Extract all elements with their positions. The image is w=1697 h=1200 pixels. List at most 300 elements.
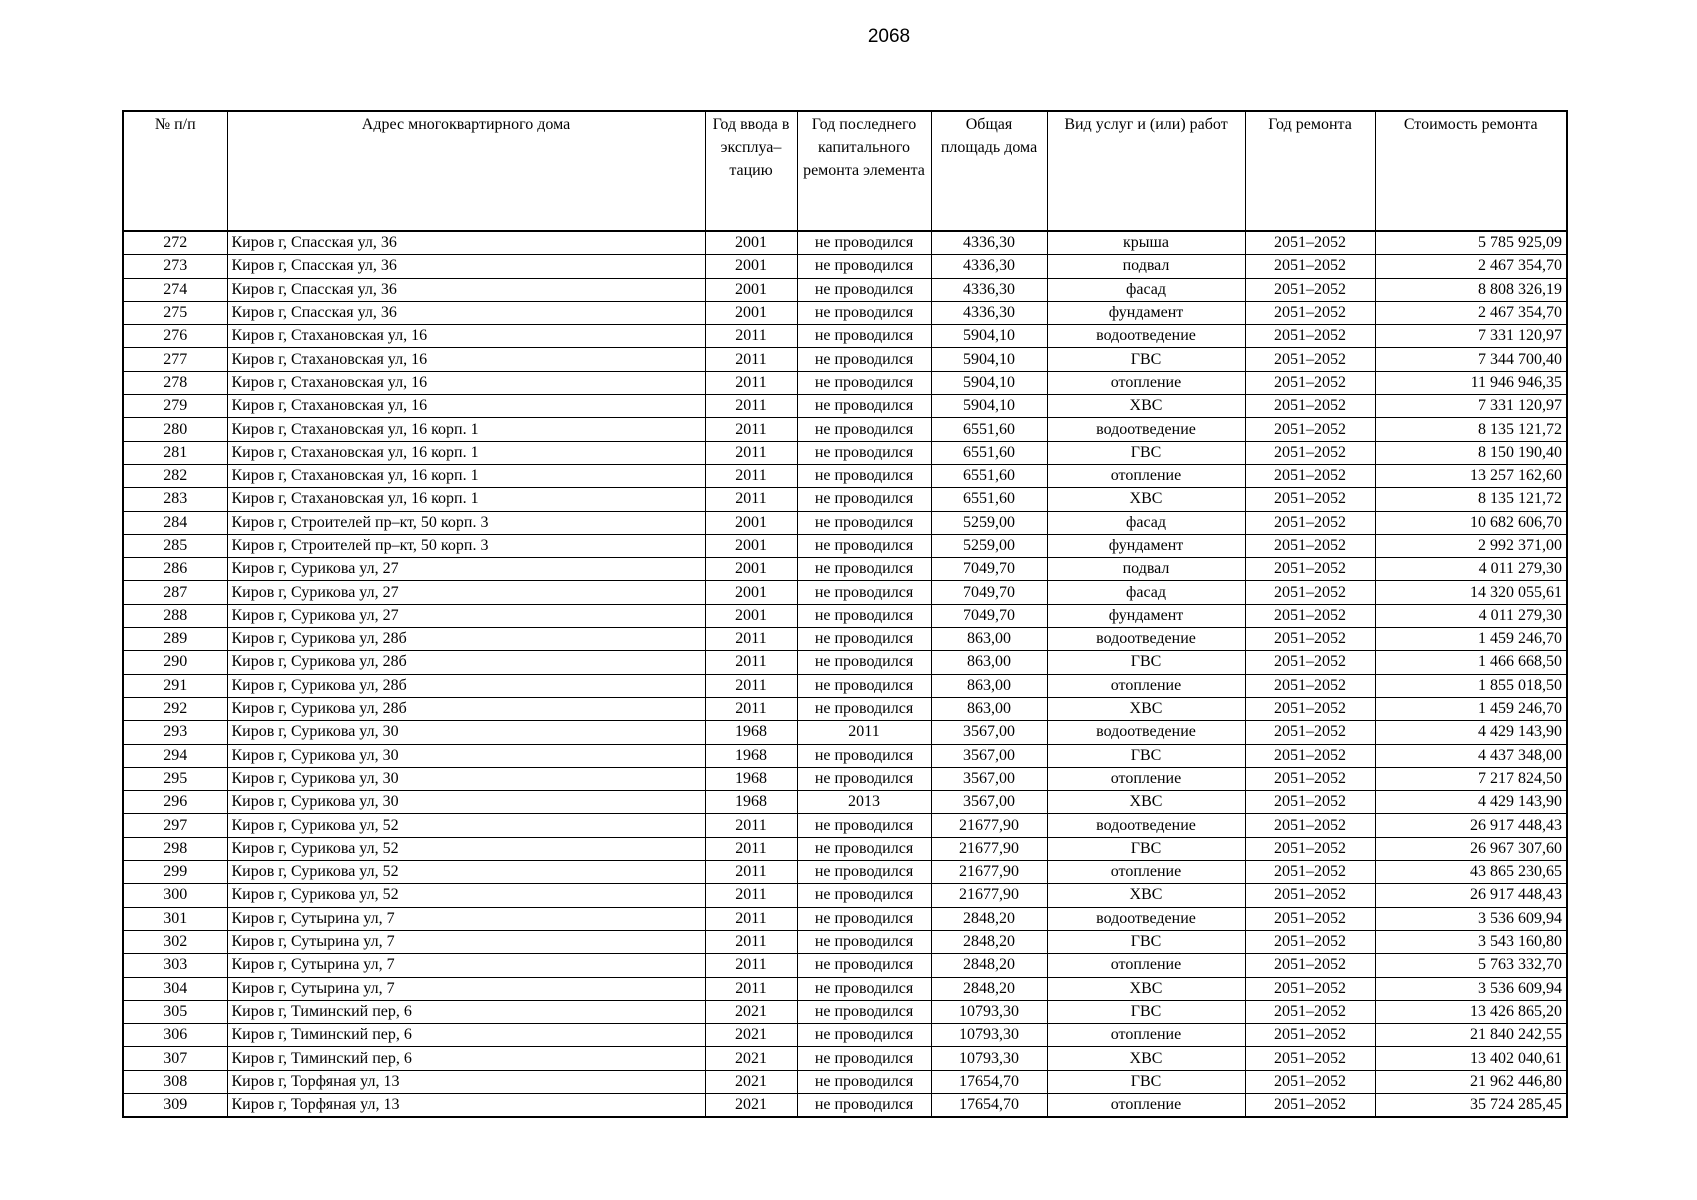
cell-year-built: 2001 bbox=[705, 231, 797, 255]
cell-num: 296 bbox=[123, 791, 227, 814]
cell-year-built: 1968 bbox=[705, 767, 797, 790]
cell-work-type: крыша bbox=[1047, 231, 1245, 255]
cell-area: 863,00 bbox=[931, 628, 1047, 651]
cell-year-built: 2001 bbox=[705, 604, 797, 627]
cell-repair-period: 2051–2052 bbox=[1245, 348, 1375, 371]
table-row bbox=[123, 814, 1567, 837]
cell-area: 6551,60 bbox=[931, 464, 1047, 487]
table-row bbox=[123, 837, 1567, 860]
cell-num: 298 bbox=[123, 837, 227, 860]
cell-cost: 3 536 609,94 bbox=[1375, 977, 1567, 1000]
cell-area: 6551,60 bbox=[931, 418, 1047, 441]
cell-repair-period: 2051–2052 bbox=[1245, 464, 1375, 487]
cell-repair-period: 2051–2052 bbox=[1245, 907, 1375, 930]
cell-last-repair: не проводился bbox=[797, 930, 931, 953]
cell-last-repair: не проводился bbox=[797, 464, 931, 487]
header-area: Общая площадь дома bbox=[931, 111, 1047, 231]
cell-num: 274 bbox=[123, 278, 227, 301]
cell-address: Киров г, Сутырина ул, 7 bbox=[227, 977, 705, 1000]
cell-repair-period: 2051–2052 bbox=[1245, 954, 1375, 977]
cell-repair-period: 2051–2052 bbox=[1245, 791, 1375, 814]
cell-repair-period: 2051–2052 bbox=[1245, 651, 1375, 674]
cell-address: Киров г, Спасская ул, 36 bbox=[227, 231, 705, 255]
cell-year-built: 2011 bbox=[705, 395, 797, 418]
cell-repair-period: 2051–2052 bbox=[1245, 511, 1375, 534]
cell-address: Киров г, Тиминский пер, 6 bbox=[227, 1024, 705, 1047]
cell-area: 21677,90 bbox=[931, 837, 1047, 860]
cell-cost: 1 459 246,70 bbox=[1375, 628, 1567, 651]
cell-year-built: 2011 bbox=[705, 371, 797, 394]
cell-area: 3567,00 bbox=[931, 791, 1047, 814]
cell-num: 284 bbox=[123, 511, 227, 534]
cell-year-built: 2021 bbox=[705, 1000, 797, 1023]
cell-num: 297 bbox=[123, 814, 227, 837]
cell-cost: 1 855 018,50 bbox=[1375, 674, 1567, 697]
cell-num: 275 bbox=[123, 301, 227, 324]
table-row bbox=[123, 441, 1567, 464]
cell-area: 17654,70 bbox=[931, 1070, 1047, 1093]
cell-repair-period: 2051–2052 bbox=[1245, 301, 1375, 324]
header-cost: Стоимость ремонта bbox=[1375, 111, 1567, 231]
table-row bbox=[123, 558, 1567, 581]
cell-repair-period: 2051–2052 bbox=[1245, 930, 1375, 953]
cell-last-repair: 2013 bbox=[797, 791, 931, 814]
table-row bbox=[123, 255, 1567, 278]
cell-work-type: водоотведение bbox=[1047, 814, 1245, 837]
cell-cost: 1 466 668,50 bbox=[1375, 651, 1567, 674]
cell-num: 290 bbox=[123, 651, 227, 674]
cell-last-repair: не проводился bbox=[797, 907, 931, 930]
table-row bbox=[123, 348, 1567, 371]
cell-area: 5904,10 bbox=[931, 371, 1047, 394]
cell-year-built: 2011 bbox=[705, 418, 797, 441]
cell-repair-period: 2051–2052 bbox=[1245, 697, 1375, 720]
cell-last-repair: не проводился bbox=[797, 604, 931, 627]
cell-cost: 7 217 824,50 bbox=[1375, 767, 1567, 790]
cell-work-type: фундамент bbox=[1047, 604, 1245, 627]
cell-num: 299 bbox=[123, 861, 227, 884]
cell-area: 21677,90 bbox=[931, 814, 1047, 837]
cell-work-type: ХВС bbox=[1047, 395, 1245, 418]
table-row bbox=[123, 231, 1567, 255]
cell-cost: 7 331 120,97 bbox=[1375, 395, 1567, 418]
cell-repair-period: 2051–2052 bbox=[1245, 488, 1375, 511]
page-number: 2068 bbox=[867, 26, 911, 47]
cell-address: Киров г, Сурикова ул, 28б bbox=[227, 651, 705, 674]
cell-num: 279 bbox=[123, 395, 227, 418]
table-row bbox=[123, 301, 1567, 324]
cell-year-built: 1968 bbox=[705, 744, 797, 767]
cell-repair-period: 2051–2052 bbox=[1245, 628, 1375, 651]
cell-work-type: фасад bbox=[1047, 278, 1245, 301]
cell-address: Киров г, Стахановская ул, 16 bbox=[227, 395, 705, 418]
cell-work-type: ГВС bbox=[1047, 651, 1245, 674]
cell-year-built: 2001 bbox=[705, 278, 797, 301]
cell-work-type: ГВС bbox=[1047, 441, 1245, 464]
cell-last-repair: не проводился bbox=[797, 651, 931, 674]
cell-area: 3567,00 bbox=[931, 744, 1047, 767]
cell-year-built: 2011 bbox=[705, 837, 797, 860]
cell-num: 289 bbox=[123, 628, 227, 651]
cell-address: Киров г, Строителей пр–кт, 50 корп. 3 bbox=[227, 511, 705, 534]
cell-area: 2848,20 bbox=[931, 930, 1047, 953]
table-row bbox=[123, 954, 1567, 977]
cell-last-repair: не проводился bbox=[797, 581, 931, 604]
cell-cost: 8 135 121,72 bbox=[1375, 488, 1567, 511]
cell-cost: 3 543 160,80 bbox=[1375, 930, 1567, 953]
cell-work-type: ХВС bbox=[1047, 488, 1245, 511]
cell-work-type: водоотведение bbox=[1047, 325, 1245, 348]
cell-address: Киров г, Тиминский пер, 6 bbox=[227, 1047, 705, 1070]
cell-last-repair: не проводился bbox=[797, 255, 931, 278]
cell-address: Киров г, Сурикова ул, 28б bbox=[227, 628, 705, 651]
cell-address: Киров г, Сурикова ул, 28б bbox=[227, 697, 705, 720]
cell-cost: 2 992 371,00 bbox=[1375, 534, 1567, 557]
cell-year-built: 2001 bbox=[705, 301, 797, 324]
cell-year-built: 2011 bbox=[705, 325, 797, 348]
cell-cost: 21 962 446,80 bbox=[1375, 1070, 1567, 1093]
cell-address: Киров г, Тиминский пер, 6 bbox=[227, 1000, 705, 1023]
cell-address: Киров г, Стахановская ул, 16 bbox=[227, 325, 705, 348]
cell-num: 293 bbox=[123, 721, 227, 744]
cell-address: Киров г, Торфяная ул, 13 bbox=[227, 1070, 705, 1093]
cell-last-repair: не проводился bbox=[797, 511, 931, 534]
table-row bbox=[123, 1000, 1567, 1023]
cell-num: 294 bbox=[123, 744, 227, 767]
cell-cost: 26 917 448,43 bbox=[1375, 814, 1567, 837]
cell-last-repair: не проводился bbox=[797, 1000, 931, 1023]
table-body bbox=[123, 231, 1567, 1117]
cell-address: Киров г, Сурикова ул, 27 bbox=[227, 558, 705, 581]
header-row bbox=[123, 111, 1567, 231]
cell-num: 282 bbox=[123, 464, 227, 487]
cell-year-built: 2011 bbox=[705, 697, 797, 720]
cell-area: 17654,70 bbox=[931, 1093, 1047, 1117]
cell-repair-period: 2051–2052 bbox=[1245, 1070, 1375, 1093]
cell-area: 10793,30 bbox=[931, 1047, 1047, 1070]
cell-repair-period: 2051–2052 bbox=[1245, 278, 1375, 301]
cell-address: Киров г, Стахановская ул, 16 корп. 1 bbox=[227, 464, 705, 487]
cell-cost: 4 011 279,30 bbox=[1375, 604, 1567, 627]
cell-area: 10793,30 bbox=[931, 1000, 1047, 1023]
cell-area: 3567,00 bbox=[931, 721, 1047, 744]
cell-work-type: отопление bbox=[1047, 954, 1245, 977]
cell-work-type: ХВС bbox=[1047, 1047, 1245, 1070]
cell-year-built: 2011 bbox=[705, 954, 797, 977]
cell-num: 292 bbox=[123, 697, 227, 720]
cell-address: Киров г, Сурикова ул, 27 bbox=[227, 581, 705, 604]
cell-num: 295 bbox=[123, 767, 227, 790]
cell-work-type: водоотведение bbox=[1047, 418, 1245, 441]
table-row bbox=[123, 628, 1567, 651]
cell-area: 3567,00 bbox=[931, 767, 1047, 790]
cell-area: 4336,30 bbox=[931, 301, 1047, 324]
cell-repair-period: 2051–2052 bbox=[1245, 558, 1375, 581]
cell-area: 4336,30 bbox=[931, 255, 1047, 278]
cell-cost: 10 682 606,70 bbox=[1375, 511, 1567, 534]
cell-work-type: отопление bbox=[1047, 371, 1245, 394]
cell-address: Киров г, Сурикова ул, 30 bbox=[227, 791, 705, 814]
cell-num: 300 bbox=[123, 884, 227, 907]
cell-num: 281 bbox=[123, 441, 227, 464]
cell-repair-period: 2051–2052 bbox=[1245, 884, 1375, 907]
cell-num: 301 bbox=[123, 907, 227, 930]
cell-area: 7049,70 bbox=[931, 604, 1047, 627]
table-row bbox=[123, 604, 1567, 627]
cell-work-type: ХВС bbox=[1047, 977, 1245, 1000]
table-row bbox=[123, 884, 1567, 907]
cell-num: 302 bbox=[123, 930, 227, 953]
cell-num: 283 bbox=[123, 488, 227, 511]
cell-cost: 8 135 121,72 bbox=[1375, 418, 1567, 441]
table-row bbox=[123, 744, 1567, 767]
cell-last-repair: не проводился bbox=[797, 977, 931, 1000]
cell-work-type: отопление bbox=[1047, 674, 1245, 697]
table-row bbox=[123, 767, 1567, 790]
cell-repair-period: 2051–2052 bbox=[1245, 604, 1375, 627]
cell-num: 308 bbox=[123, 1070, 227, 1093]
cell-repair-period: 2051–2052 bbox=[1245, 581, 1375, 604]
cell-work-type: водоотведение bbox=[1047, 628, 1245, 651]
cell-repair-period: 2051–2052 bbox=[1245, 1047, 1375, 1070]
cell-year-built: 2011 bbox=[705, 441, 797, 464]
cell-year-built: 2011 bbox=[705, 977, 797, 1000]
cell-last-repair: не проводился bbox=[797, 278, 931, 301]
cell-cost: 43 865 230,65 bbox=[1375, 861, 1567, 884]
cell-num: 276 bbox=[123, 325, 227, 348]
cell-area: 2848,20 bbox=[931, 977, 1047, 1000]
table-row bbox=[123, 464, 1567, 487]
cell-repair-period: 2051–2052 bbox=[1245, 1093, 1375, 1117]
cell-year-built: 2011 bbox=[705, 861, 797, 884]
table-row bbox=[123, 791, 1567, 814]
cell-num: 280 bbox=[123, 418, 227, 441]
cell-work-type: ГВС bbox=[1047, 930, 1245, 953]
cell-work-type: водоотведение bbox=[1047, 907, 1245, 930]
cell-area: 863,00 bbox=[931, 674, 1047, 697]
repair-registry-table bbox=[122, 110, 1568, 1118]
cell-year-built: 2021 bbox=[705, 1024, 797, 1047]
cell-address: Киров г, Стахановская ул, 16 корп. 1 bbox=[227, 418, 705, 441]
cell-address: Киров г, Строителей пр–кт, 50 корп. 3 bbox=[227, 534, 705, 557]
cell-work-type: водоотведение bbox=[1047, 721, 1245, 744]
cell-repair-period: 2051–2052 bbox=[1245, 837, 1375, 860]
cell-area: 21677,90 bbox=[931, 884, 1047, 907]
cell-area: 5904,10 bbox=[931, 325, 1047, 348]
cell-cost: 35 724 285,45 bbox=[1375, 1093, 1567, 1117]
cell-cost: 11 946 946,35 bbox=[1375, 371, 1567, 394]
cell-num: 291 bbox=[123, 674, 227, 697]
cell-last-repair: не проводился bbox=[797, 1093, 931, 1117]
cell-area: 4336,30 bbox=[931, 231, 1047, 255]
cell-address: Киров г, Сурикова ул, 30 bbox=[227, 767, 705, 790]
cell-year-built: 2001 bbox=[705, 511, 797, 534]
cell-cost: 5 785 925,09 bbox=[1375, 231, 1567, 255]
cell-address: Киров г, Сурикова ул, 27 bbox=[227, 604, 705, 627]
cell-area: 5904,10 bbox=[931, 395, 1047, 418]
cell-work-type: ГВС bbox=[1047, 837, 1245, 860]
table-row bbox=[123, 1047, 1567, 1070]
cell-cost: 5 763 332,70 bbox=[1375, 954, 1567, 977]
cell-last-repair: не проводился bbox=[797, 1047, 931, 1070]
cell-num: 303 bbox=[123, 954, 227, 977]
cell-last-repair: не проводился bbox=[797, 674, 931, 697]
cell-last-repair: не проводился bbox=[797, 861, 931, 884]
cell-area: 5259,00 bbox=[931, 534, 1047, 557]
cell-cost: 4 011 279,30 bbox=[1375, 558, 1567, 581]
cell-cost: 21 840 242,55 bbox=[1375, 1024, 1567, 1047]
cell-work-type: ГВС bbox=[1047, 744, 1245, 767]
table-row bbox=[123, 721, 1567, 744]
table-row bbox=[123, 907, 1567, 930]
cell-num: 307 bbox=[123, 1047, 227, 1070]
cell-repair-period: 2051–2052 bbox=[1245, 418, 1375, 441]
cell-year-built: 1968 bbox=[705, 791, 797, 814]
cell-area: 10793,30 bbox=[931, 1024, 1047, 1047]
cell-num: 288 bbox=[123, 604, 227, 627]
cell-address: Киров г, Спасская ул, 36 bbox=[227, 301, 705, 324]
cell-work-type: отопление bbox=[1047, 1024, 1245, 1047]
cell-last-repair: не проводился bbox=[797, 744, 931, 767]
cell-last-repair: не проводился bbox=[797, 837, 931, 860]
cell-last-repair: не проводился bbox=[797, 441, 931, 464]
cell-cost: 14 320 055,61 bbox=[1375, 581, 1567, 604]
header-last-repair: Год последнего капитального ремонта элемента bbox=[797, 111, 931, 231]
cell-work-type: фасад bbox=[1047, 511, 1245, 534]
cell-address: Киров г, Сутырина ул, 7 bbox=[227, 930, 705, 953]
cell-num: 273 bbox=[123, 255, 227, 278]
cell-work-type: ГВС bbox=[1047, 1070, 1245, 1093]
cell-repair-period: 2051–2052 bbox=[1245, 231, 1375, 255]
cell-work-type: отопление bbox=[1047, 767, 1245, 790]
cell-year-built: 2001 bbox=[705, 255, 797, 278]
cell-work-type: фасад bbox=[1047, 581, 1245, 604]
cell-address: Киров г, Сурикова ул, 52 bbox=[227, 837, 705, 860]
cell-last-repair: не проводился bbox=[797, 767, 931, 790]
cell-num: 306 bbox=[123, 1024, 227, 1047]
cell-year-built: 2011 bbox=[705, 907, 797, 930]
cell-area: 4336,30 bbox=[931, 278, 1047, 301]
cell-repair-period: 2051–2052 bbox=[1245, 441, 1375, 464]
cell-last-repair: не проводился bbox=[797, 954, 931, 977]
table-row bbox=[123, 861, 1567, 884]
cell-repair-period: 2051–2052 bbox=[1245, 371, 1375, 394]
cell-repair-period: 2051–2052 bbox=[1245, 977, 1375, 1000]
cell-work-type: ХВС bbox=[1047, 884, 1245, 907]
cell-address: Киров г, Стахановская ул, 16 bbox=[227, 348, 705, 371]
header-work-type: Вид услуг и (или) работ bbox=[1047, 111, 1245, 231]
cell-cost: 7 331 120,97 bbox=[1375, 325, 1567, 348]
cell-area: 7049,70 bbox=[931, 581, 1047, 604]
cell-repair-period: 2051–2052 bbox=[1245, 721, 1375, 744]
cell-cost: 2 467 354,70 bbox=[1375, 255, 1567, 278]
cell-cost: 26 967 307,60 bbox=[1375, 837, 1567, 860]
cell-num: 304 bbox=[123, 977, 227, 1000]
cell-last-repair: не проводился bbox=[797, 534, 931, 557]
cell-work-type: ХВС bbox=[1047, 791, 1245, 814]
cell-address: Киров г, Сурикова ул, 30 bbox=[227, 721, 705, 744]
cell-last-repair: не проводился bbox=[797, 301, 931, 324]
cell-repair-period: 2051–2052 bbox=[1245, 1000, 1375, 1023]
cell-cost: 1 459 246,70 bbox=[1375, 697, 1567, 720]
table-row bbox=[123, 395, 1567, 418]
cell-year-built: 2021 bbox=[705, 1047, 797, 1070]
cell-address: Киров г, Сурикова ул, 52 bbox=[227, 861, 705, 884]
cell-work-type: подвал bbox=[1047, 255, 1245, 278]
cell-year-built: 2011 bbox=[705, 628, 797, 651]
table-row bbox=[123, 977, 1567, 1000]
header-address: Адрес многоквартирного дома bbox=[227, 111, 705, 231]
cell-address: Киров г, Стахановская ул, 16 корп. 1 bbox=[227, 441, 705, 464]
cell-repair-period: 2051–2052 bbox=[1245, 674, 1375, 697]
cell-area: 6551,60 bbox=[931, 488, 1047, 511]
table-row bbox=[123, 581, 1567, 604]
cell-address: Киров г, Спасская ул, 36 bbox=[227, 255, 705, 278]
cell-last-repair: не проводился bbox=[797, 697, 931, 720]
cell-year-built: 2011 bbox=[705, 930, 797, 953]
cell-last-repair: не проводился bbox=[797, 558, 931, 581]
table-row bbox=[123, 325, 1567, 348]
cell-year-built: 2011 bbox=[705, 814, 797, 837]
header-num: № п/п bbox=[123, 111, 227, 231]
cell-num: 285 bbox=[123, 534, 227, 557]
cell-address: Киров г, Сурикова ул, 52 bbox=[227, 814, 705, 837]
cell-address: Киров г, Сурикова ул, 52 bbox=[227, 884, 705, 907]
cell-area: 863,00 bbox=[931, 697, 1047, 720]
cell-work-type: ГВС bbox=[1047, 1000, 1245, 1023]
cell-last-repair: не проводился bbox=[797, 1070, 931, 1093]
cell-last-repair: не проводился bbox=[797, 395, 931, 418]
cell-area: 5904,10 bbox=[931, 348, 1047, 371]
cell-work-type: подвал bbox=[1047, 558, 1245, 581]
table-header bbox=[123, 111, 1567, 231]
cell-area: 21677,90 bbox=[931, 861, 1047, 884]
cell-cost: 3 536 609,94 bbox=[1375, 907, 1567, 930]
cell-year-built: 2011 bbox=[705, 348, 797, 371]
cell-repair-period: 2051–2052 bbox=[1245, 767, 1375, 790]
cell-cost: 2 467 354,70 bbox=[1375, 301, 1567, 324]
cell-work-type: фундамент bbox=[1047, 534, 1245, 557]
cell-cost: 13 426 865,20 bbox=[1375, 1000, 1567, 1023]
cell-year-built: 2011 bbox=[705, 488, 797, 511]
cell-year-built: 2021 bbox=[705, 1093, 797, 1117]
table-row bbox=[123, 1093, 1567, 1117]
cell-last-repair: не проводился bbox=[797, 231, 931, 255]
cell-cost: 13 402 040,61 bbox=[1375, 1047, 1567, 1070]
cell-year-built: 2001 bbox=[705, 581, 797, 604]
table-row bbox=[123, 534, 1567, 557]
cell-year-built: 2011 bbox=[705, 884, 797, 907]
cell-num: 278 bbox=[123, 371, 227, 394]
cell-num: 287 bbox=[123, 581, 227, 604]
cell-last-repair: 2011 bbox=[797, 721, 931, 744]
cell-address: Киров г, Сурикова ул, 30 bbox=[227, 744, 705, 767]
cell-address: Киров г, Стахановская ул, 16 bbox=[227, 371, 705, 394]
cell-work-type: отопление bbox=[1047, 1093, 1245, 1117]
cell-cost: 8 808 326,19 bbox=[1375, 278, 1567, 301]
cell-num: 309 bbox=[123, 1093, 227, 1117]
cell-last-repair: не проводился bbox=[797, 884, 931, 907]
cell-year-built: 2021 bbox=[705, 1070, 797, 1093]
cell-num: 272 bbox=[123, 231, 227, 255]
cell-repair-period: 2051–2052 bbox=[1245, 325, 1375, 348]
cell-address: Киров г, Сутырина ул, 7 bbox=[227, 907, 705, 930]
cell-work-type: отопление bbox=[1047, 464, 1245, 487]
cell-cost: 8 150 190,40 bbox=[1375, 441, 1567, 464]
cell-year-built: 1968 bbox=[705, 721, 797, 744]
cell-last-repair: не проводился bbox=[797, 418, 931, 441]
table-row bbox=[123, 1070, 1567, 1093]
